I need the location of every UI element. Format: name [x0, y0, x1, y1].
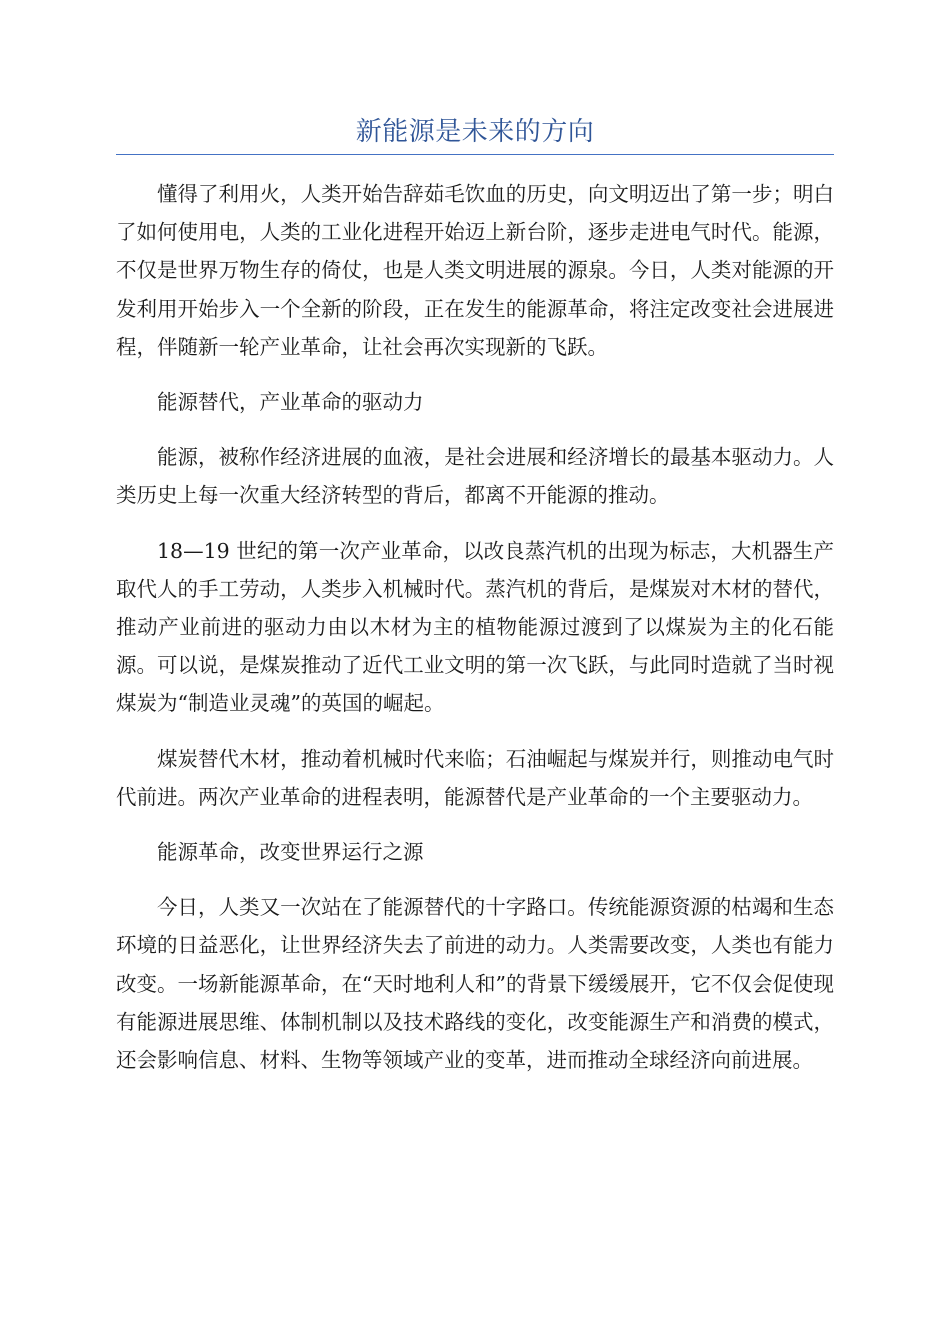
section-heading-energy-revolution: 能源革命，改变世界运行之源	[157, 840, 424, 865]
paragraph-energy-blood: 能源，被称作经济进展的血液，是社会进展和经济增长的最基本驱动力。人类历史上每一次重大经济转型的背后，都离不开能源的推动。	[116, 445, 834, 508]
paragraph-coal-oil: 煤炭替代木材，推动着机械时代来临；石油崛起与煤炭并行，则推动电气时代前进。两次产业革命的进程表明，能源替代是产业革命的一个主要驱动力。	[116, 746, 834, 809]
paragraph-intro: 懂得了利用火，人类开始告辞茹毛饮血的历史，向文明迈出了第一步；明白了如何使用电，人类的工业化进程开始迈上新台阶，逐步走进电气时代。能源，不仅是世界万物生存的倚仗，也是人类文明进展的源泉。今日，人类对能源的开发利用开始步入一个全新的阶段，正在发生的能源革命，将注定改变社会进展进程，伴随新一轮产业革命，让社会再次实现新的飞跃。	[116, 182, 834, 359]
section-heading-energy-substitution: 能源替代，产业革命的驱动力	[157, 390, 424, 415]
paragraph-first-industrial-revolution: 18—19 世纪的第一次产业革命，以改良蒸汽机的出现为标志，大机器生产取代人的手工劳动，人类步入机械时代。蒸汽机的背后，是煤炭对木材的替代，推动产业前进的驱动力由以木材为主的植物能源过渡到了以煤炭为主的化石能源。可以说，是煤炭推动了近代工业文明的第一次飞跃，与此同时造就了当时视煤炭为“制造业灵魂”的英国的崛起。	[116, 538, 834, 716]
document-title: 新能源是未来的方向	[116, 112, 834, 155]
paragraph-new-energy-revolution: 今日，人类又一次站在了能源替代的十字路口。传统能源资源的枯竭和生态环境的日益恶化，让世界经济失去了前进的动力。人类需要改变，人类也有能力改变。一场新能源革命，在“天时地利人和”的背景下缓缓展开，它不仅会促使现有能源进展思维、体制机制以及技术路线的变化，改变能源生产和消费的模式，还会影响信息、材料、生物等领域产业的变革，进而推动全球经济向前进展。	[116, 895, 834, 1073]
document-page	[116, 112, 834, 1096]
document-body	[116, 175, 834, 1079]
